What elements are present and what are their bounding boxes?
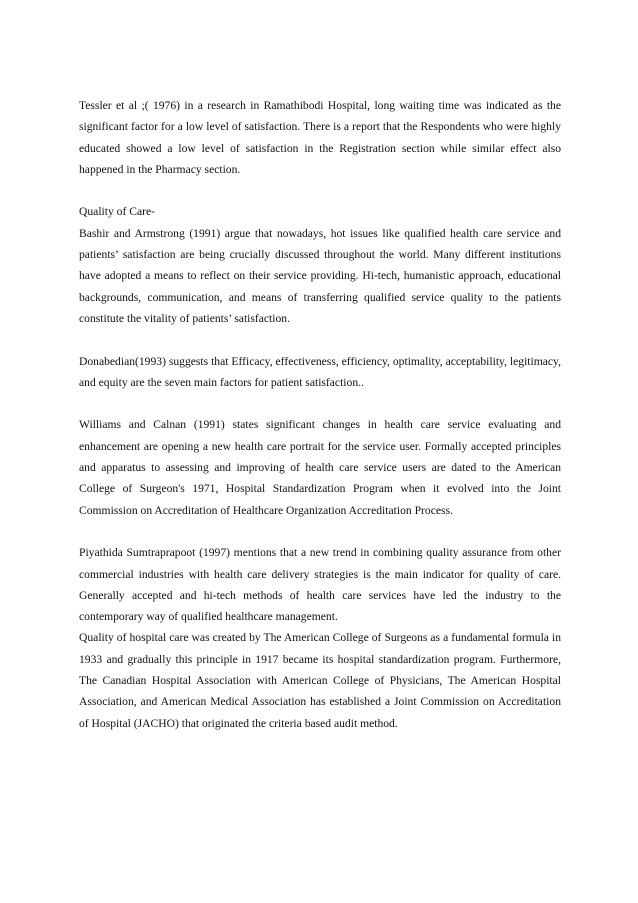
paragraph-williams: Williams and Calnan (1991) states significant changes in health care service evaluating and enhancement are opening a new health care portrait for the service user. Formally accepted principles and apparatus to assessing and improving of health care service users are dated to the American College of Surgeon's 1971, Hospital Standardization Program when it evolved into the Joint Commission on Accreditation of Healthcare Organization Accreditation Process. (79, 418, 561, 517)
section-heading-quality-of-care: Quality of Care- (79, 205, 155, 219)
paragraph-spacer (79, 521, 561, 542)
paragraph-spacer (79, 329, 561, 350)
paragraph-hospital-care: Quality of hospital care was created by The American College of Surgeons as a fundamental formula in 1933 and gradually this principle in 1917 became its hospital standardization program. Furthermore, The Canadian Hospital Association with American College of Physicians, The American Hospital Association, and American Medical Association has established a Joint Commission on Accreditation of Hospital (JACHO) that originated the criteria based audit method. (79, 631, 561, 730)
paragraph-tessler: Tessler et al ;( 1976) in a research in Ramathibodi Hospital, long waiting time was indicated as the significant factor for a low level of satisfaction. There is a report that the Respondents who were highly educated showed a low level of satisfaction in the Registration section while similar effect also happened in the Pharmacy section. (79, 99, 561, 176)
document-body (79, 95, 561, 734)
paragraph-spacer (79, 180, 561, 201)
paragraph-spacer (79, 393, 561, 414)
paragraph-donabedian: Donabedian(1993) suggests that Efficacy, effectiveness, efficiency, optimality, acceptability, legitimacy, and equity are the seven main factors for patient satisfaction.. (79, 354, 561, 389)
paragraph-piyathida: Piyathida Sumtraprapoot (1997) mentions that a new trend in combining quality assurance from other commercial industries with health care delivery strategies is the main indicator for quality of care. Generally accepted and hi-tech methods of health care services have led the industry to the contemporary way of qualified healthcare management. (79, 546, 561, 624)
paragraph-bashir: Bashir and Armstrong (1991) argue that nowadays, hot issues like qualified health care service and patients’ satisfaction are being crucially discussed throughout the world. Many different institutions have adopted a means to reflect on their service providing. Hi-tech, humanistic approach, educational backgrounds, communication, and means of transferring qualified service quality to the patients constitute the vitality of patients’ satisfaction. (79, 226, 561, 325)
